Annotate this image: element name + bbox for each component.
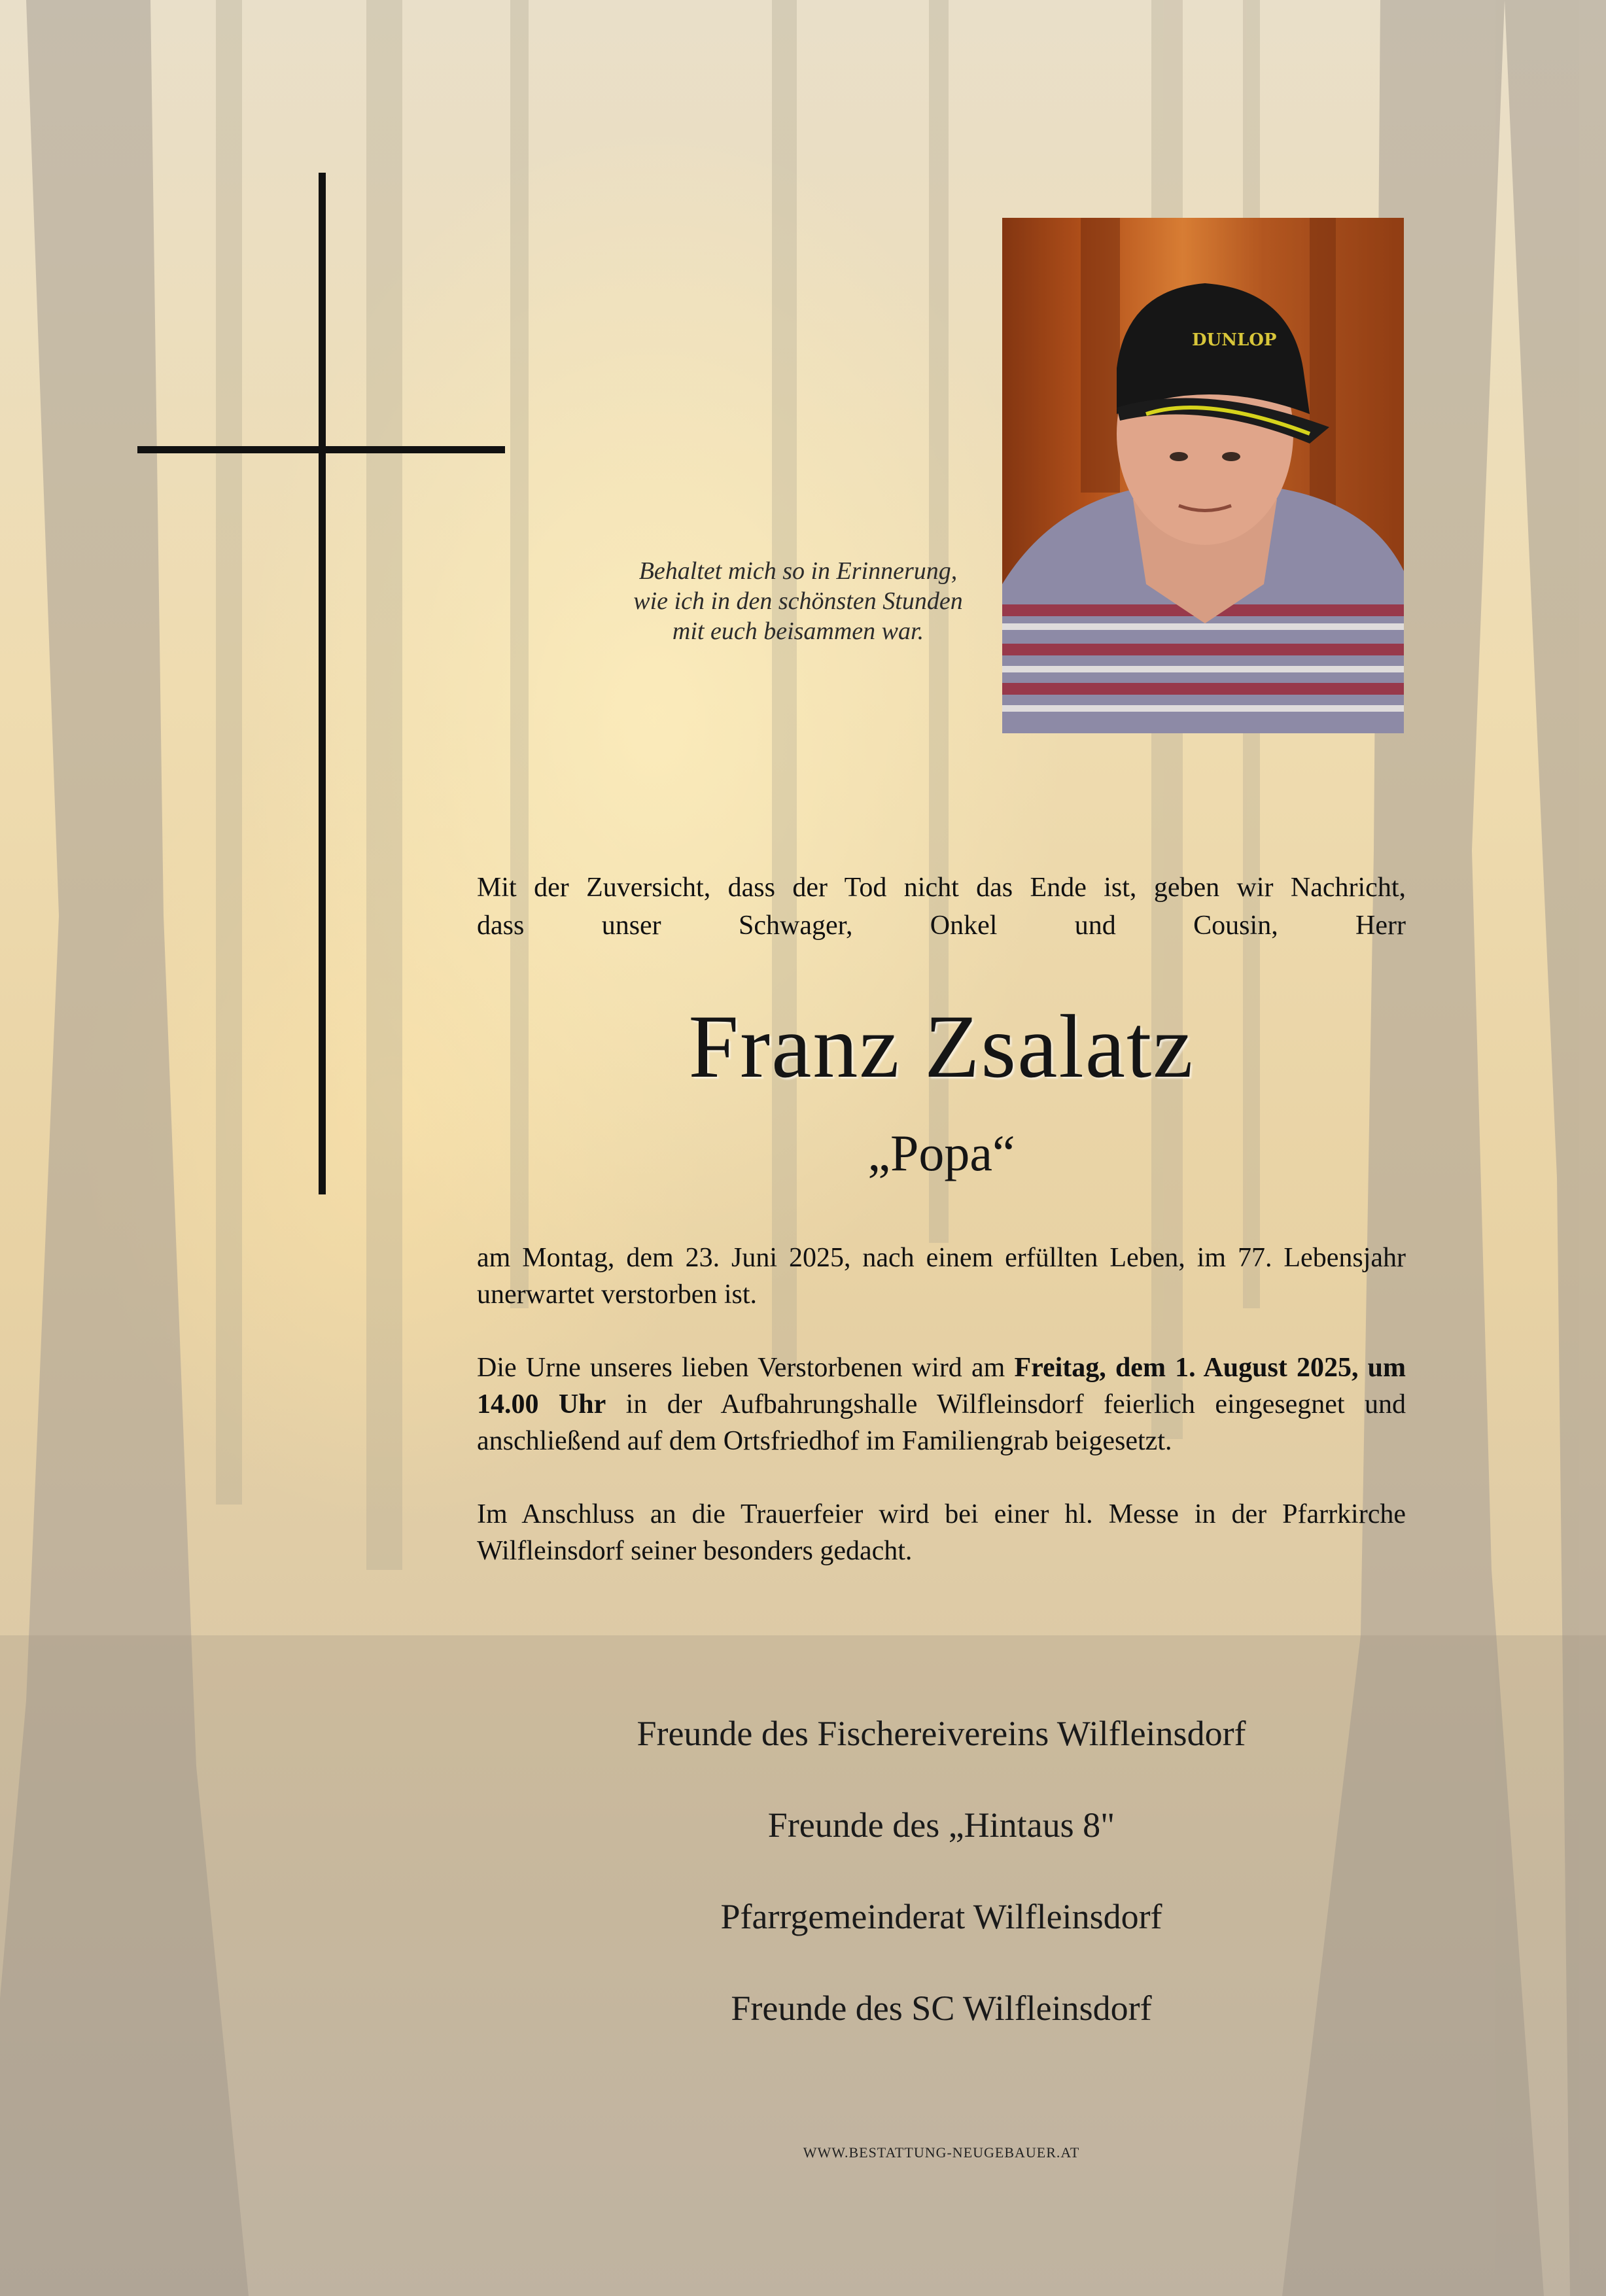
- mourners-list: [477, 1711, 1406, 2077]
- funeral-home-website[interactable]: WWW.BESTATTUNG-NEUGEBAUER.AT: [803, 2144, 1080, 2161]
- death-notice: am Montag, dem 23. Juni 2025, nach einem erfüllten Leben, im 77. Lebensjahr unerwartet verstorben ist.: [477, 1243, 1406, 1310]
- quote-line: wie ich in den schönsten Stunden: [633, 587, 963, 615]
- mass-notice: Im Anschluss an die Trauerfeier wird bei einer hl. Messe in der Pfarrkirche Wilfleinsdorf seiner besonders gedacht.: [477, 1499, 1406, 1566]
- portrait-photo: [1002, 218, 1404, 733]
- intro-text: [477, 869, 1406, 945]
- portrait-illustration: [1002, 218, 1404, 733]
- intro-line: Mit der Zuversicht, dass der Tod nicht das Ende ist, geben wir Nachricht,: [477, 873, 1406, 903]
- funeral-date: Freitag, dem 1. August 2025, um 14.00 Uhr: [477, 1353, 1406, 1419]
- cross-vertical-bar: [319, 173, 326, 1194]
- cross-horizontal-bar: [137, 446, 505, 453]
- memorial-quote: [510, 556, 1086, 646]
- mourner-entry: Freunde des SC Wilfleinsdorf: [731, 1989, 1152, 2028]
- deceased-nickname: „Popa“: [867, 1124, 1015, 1181]
- mourner-entry: Freunde des Fischereivereins Wilfleinsdorf: [637, 1714, 1246, 1753]
- cap-logo-text: DUNLOP: [1192, 330, 1277, 350]
- mourner-entry: Pfarrgemeinderat Wilfleinsdorf: [720, 1897, 1162, 1936]
- mourner-entry: Freunde des „Hintaus 8": [767, 1805, 1115, 1845]
- quote-line: mit euch beisammen war.: [672, 617, 924, 645]
- deceased-name: Franz Zsalatz: [688, 996, 1195, 1096]
- quote-line: Behaltet mich so in Erinnerung,: [638, 557, 958, 585]
- notice-body: [477, 1240, 1406, 1606]
- intro-line: dass unser Schwager, Onkel und Cousin, Herr: [477, 911, 1406, 941]
- funeral-notice: Die Urne unseres lieben Verstorbenen wird am Freitag, dem 1. August 2025, um 14.00 Uhr in der Aufbahrungshalle Wilfleinsdorf feierlich eingesegnet und anschließend auf dem Ortsfriedhof im Familiengrab beigesetzt.: [477, 1353, 1406, 1456]
